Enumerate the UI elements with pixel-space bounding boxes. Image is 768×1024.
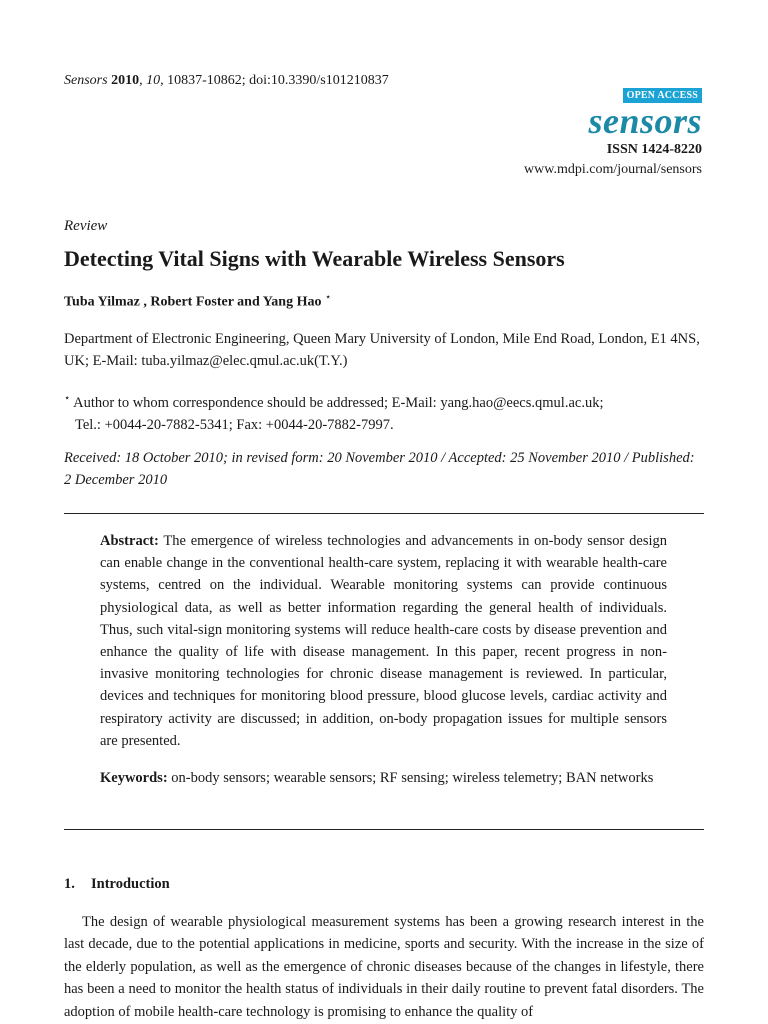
author-list — [64, 292, 331, 311]
correspondence-mark: ⋆ — [64, 393, 71, 404]
paper-title: Detecting Vital Signs with Wearable Wireless Sensors — [64, 246, 565, 271]
correspondence-line-2: Tel.: +0044-20-7882-5341; Fax: +0044-20-7882-7997. — [75, 416, 394, 433]
journal-url[interactable]: www.mdpi.com/journal/sensors — [524, 162, 702, 177]
article-type: Review — [64, 218, 108, 234]
section-heading-introduction — [64, 876, 170, 893]
citation-volume: 10 — [146, 73, 161, 88]
divider-top — [64, 513, 704, 514]
affiliation: Department of Electronic Engineering, Queen Mary University of London, Mile End Road, London, E1 4NS, UK; E-Mail: tuba.yilmaz@elec.qmul.ac.uk(T.Y.) — [64, 331, 700, 369]
open-access-badge: OPEN ACCESS — [623, 88, 702, 103]
citation-line: Sensors 2010, 10, 10837-10862; doi:10.3390/s101210837 — [64, 73, 389, 88]
abstract-label: Abstract: — [100, 533, 159, 549]
publication-dates: Received: 18 October 2010; in revised form: 20 November 2010 / Accepted: 25 November 2010 / Published: 2 December 2010 — [64, 450, 695, 488]
correspondence-note — [64, 388, 704, 436]
issn: ISSN 1424-8220 — [606, 142, 702, 157]
citation-journal: Sensors — [64, 73, 108, 88]
section-title: Introduction — [91, 876, 170, 892]
citation-year: 2010 — [111, 73, 140, 88]
corresponding-author-mark: ⋆ — [324, 292, 332, 303]
keywords-text: on-body sensors; wearable sensors; RF sensing; wireless telemetry; BAN networks — [171, 770, 654, 786]
journal-logo: sensors — [588, 101, 702, 141]
author-names: Tuba Yilmaz , Robert Foster and Yang Hao — [64, 294, 322, 310]
keywords — [100, 767, 667, 789]
abstract-text: The emergence of wireless technologies and advancements in on-body sensor design can enable change in the conventional health-care system, replacing it with wearable health-care systems, centred on the individual. Wearable monitoring systems can provide continuous physiological data, as well as better information regarding the general health of individuals. Thus, such vital-sign monitoring systems will reduce health-care costs by disease prevention and enhance the quality of life with disease management. In this paper, recent progress in non-invasive monitoring technologies for chronic disease management is reviewed. In particular, devices and techniques for monitoring blood pressure, blood glucose levels, cardiac activity and respiratory activity are discussed; in addition, on-body propagation issues for multiple sensors are presented. — [100, 533, 667, 749]
section-number: 1. — [64, 876, 75, 892]
introduction-paragraph: The design of wearable physiological measurement systems has been a growing research interest in the last decade, due to the potential applications in medicine, sports and security. With the increase in the size of the elderly population, as well as the emergence of chronic diseases because of the changes in lifestyle, there has been a need to monitor the health status of individuals in their daily routine to prevent fatal disorders. The adoption of mobile health-care technology is promising to enhance the quality of — [64, 914, 704, 1020]
divider-bottom — [64, 829, 704, 830]
abstract — [100, 530, 667, 752]
keywords-label: Keywords: — [100, 770, 168, 786]
citation-pages-doi: , 10837-10862; doi:10.3390/s101210837 — [160, 73, 389, 88]
correspondence-line-1: Author to whom correspondence should be addressed; E-Mail: yang.hao@eecs.qmul.ac.uk; — [73, 394, 604, 411]
